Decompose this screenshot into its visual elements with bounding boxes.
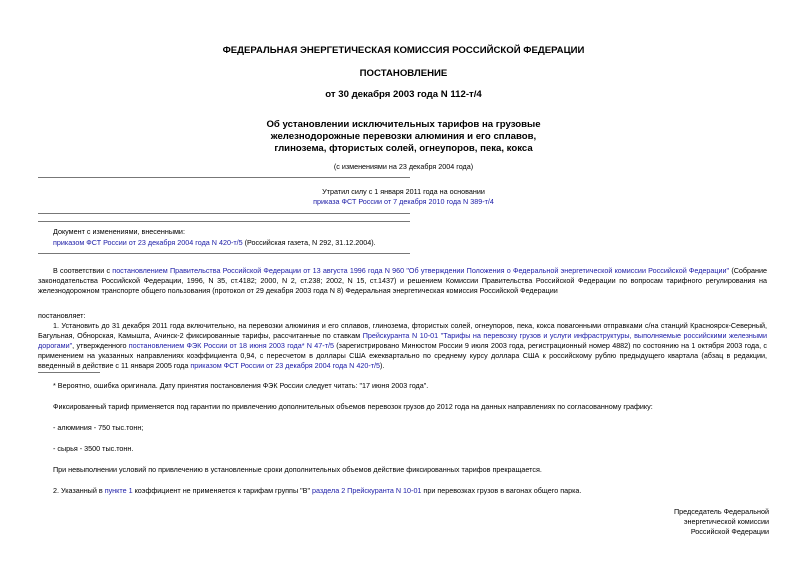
fixed-tariff-paragraph: Фиксированный тариф применяется под гарантии по привлечению дополнительных объемов перевозок грузов до 2012 года на данных направлениях по согласованному графику: (53, 402, 653, 411)
change-order-link[interactable]: приказом ФСТ России от 23 декабря 2004 года N 420-т/5 (53, 238, 243, 247)
changes-intro: Документ с изменениями, внесенными: (53, 227, 185, 236)
changes-line (53, 238, 376, 248)
item-2-paragraph: 2. Указанный в пункте 1 коэффициент не применяется к тарифам группы "В" раздела 2 Прейскуранта N 10-01 при перевозках грузов в вагонах общего парка. (53, 486, 582, 495)
item-1-paragraph: 1. Установить до 31 декабря 2011 года включительно, на перевозки алюминия и его сплавов, глинозема, фтористых солей, огнеупоров, пека, кокса повагонными отправками с/на станций Красноярск-Северный, Багульная, Обнорская, Камышта, Ачинск-2 фиксированные тарифы, рассчитанные по ставкам Прейскуранта N 10-01 "Тарифы на перевозку грузов и услуги инфраструктуры, выполняемые российскими железными дорогами", утвержденного постановлением ФЭК России от 18 июня 2003 года* N 47-т/5 (зарегистрировано Минюстом России 9 июля 2003 года, регистрационный номер 4882) по состоянию на 1 октября 2003 года, с применением на указанных направлениях коэффициента 0,94, с пересчетом в доллары США ежеквартально по среднему курсу доллара США к российскому рублю предыдущего квартала (абзац в редакции, введенный в действие с 11 января 2005 года приказом ФСТ России от 23 декабря 2004 года N 420-т/5). (38, 321, 767, 370)
signature-line-3: Российской Федерации (690, 527, 769, 536)
signature-block (674, 507, 769, 537)
expiry-text: Утратил силу с 1 января 2011 года на основании (322, 187, 485, 196)
title-line-2: железнодорожные перевозки алюминия и его сплавов, (270, 131, 537, 142)
document-title (0, 119, 807, 155)
schedule-section-link[interactable]: раздела 2 Прейскуранта N 10-01 (312, 486, 422, 495)
signature-line-2: энергетической комиссии (683, 517, 769, 526)
footnote-divider (38, 372, 100, 373)
raw-material-volume: - сырья - 3500 тыс.тонн. (53, 444, 134, 453)
signature-line-1: Председатель Федеральной (674, 507, 769, 516)
date-number-heading: от 30 декабря 2003 года N 112-т/4 (325, 89, 482, 100)
expiry-order-link[interactable]: приказа ФСТ России от 7 декабря 2010 года N 389-т/4 (313, 197, 494, 206)
change-source-text: (Российская газета, N 292, 31.12.2004). (242, 238, 376, 247)
expiry-block (0, 187, 807, 207)
divider (38, 177, 410, 178)
aluminium-volume: - алюминия - 750 тыс.тонн; (53, 423, 144, 432)
preamble-paragraph: В соответствии с постановлением Правительства Российской Федерации от 13 августа 1996 года N 960 "Об утверждении Положения о Федеральной энергетической комиссии Российской Федерации" (Собрание законодательства Российской Федерации, 1996, N 35, ст.4182; 2000, N 2, ст.238; 2002, N 15, ст.1437) и решением Комиссии Правительства Российской Федерации по вопросам тарифного регулирования на железнодорожном транспорте общего пользования (протокол от 29 декабря 2003 года N 8) Федеральная энергетическая комиссия Российской Федерации (38, 266, 768, 295)
amendment-note: (с изменениями на 23 декабря 2004 года) (333, 162, 474, 171)
organization-heading: ФЕДЕРАЛЬНАЯ ЭНЕРГЕТИЧЕСКАЯ КОМИССИЯ РОССИЙСКОЙ ФЕДЕРАЦИИ (222, 45, 585, 56)
non-fulfilment-paragraph: При невыполнении условий по привлечению в установленные сроки дополнительных объемов действие фиксированных тарифов прекращается. (53, 465, 542, 474)
divider (38, 221, 410, 222)
document-type-heading: ПОСТАНОВЛЕНИЕ (359, 68, 448, 79)
government-decree-link[interactable]: постановлением Правительства Российской Федерации от 13 августа 1996 года N 960 "Об утверждении Положения о Федеральной энергетической комиссии Российской Федерации" (112, 266, 730, 275)
divider (38, 253, 410, 254)
title-line-1: Об установлении исключительных тарифов на грузовые (266, 119, 541, 130)
footnote: * Вероятно, ошибка оригинала. Дату принятия постановления ФЭК России следует читать: "17 июня 2003 года". (53, 381, 429, 390)
divider (38, 213, 410, 214)
resolves-label: постановляет: (38, 311, 86, 320)
fek-decree-link[interactable]: постановлением ФЭК России от 18 июня 2003 года* N 47-т/5 (128, 341, 334, 350)
title-line-3: глинозема, фтористых солей, огнеупоров, пека, кокса (274, 143, 533, 154)
item-1-link[interactable]: пункте 1 (104, 486, 133, 495)
fst-order-link[interactable]: приказом ФСТ России от 23 декабря 2004 года N 420-т/5 (190, 361, 381, 370)
tariff-schedule-link[interactable]: Прейскуранта N 10-01 "Тарифы на перевозку грузов и услуги инфраструктуры, выполняемые российскими железными дорогами" (38, 331, 767, 350)
